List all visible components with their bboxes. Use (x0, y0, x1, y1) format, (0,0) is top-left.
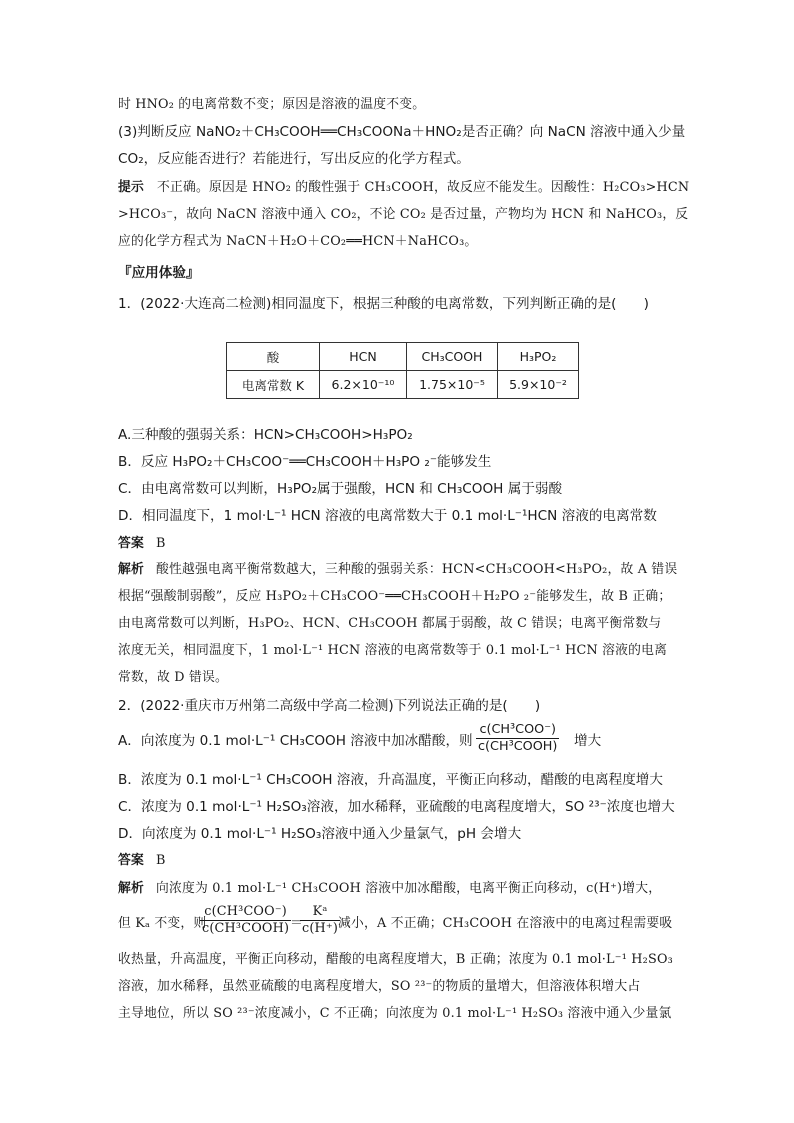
q1-option-a: A.三种酸的强弱关系：HCN>CH₃COOH>H₃PO₂ (118, 427, 413, 443)
q2-analysis-1 (118, 879, 678, 899)
q1-analysis-4: 浓度无关，相同温度下，1 mol·L⁻¹ HCN 溶液的电离常数等于 0.1 mol·L⁻¹ HCN 溶液的电离 (118, 643, 668, 658)
q2-option-c: C．浓度为 0.1 mol·L⁻¹ H₂SO₃溶液，加水稀释，亚硫酸的电离程度增大，SO ²³⁻浓度也增大 (118, 799, 675, 815)
q2-option-b: B．浓度为 0.1 mol·L⁻¹ CH₃COOH 溶液，升高温度，平衡正向移动，醋酸的电离程度增大 (118, 772, 663, 788)
q1-analysis-text-1: 酸性越强电离平衡常数越大，三种酸的强弱关系：HCN<CH₃COOH<H₃PO₂，故 A 错误 (156, 562, 678, 577)
table-cell: H₃PO₂ (498, 343, 579, 371)
question-3-cont: CO₂，反应能否进行？若能进行，写出反应的化学方程式。 (118, 151, 470, 167)
q2-analysis-2-pre: 但 Kₐ 不变，则 (118, 916, 207, 931)
q2-analysis-2-post: 减小，A 不正确；CH₃COOH 在溶液中的电离过程需要吸 (338, 916, 673, 931)
table-cell: CH₃COOH (407, 343, 498, 371)
table-row (227, 343, 579, 371)
hint-label: 提示 (118, 180, 157, 195)
answer-label: 答案 (118, 536, 144, 551)
q2-answer (118, 851, 678, 871)
q2-answer-value: B (156, 853, 166, 868)
question-3: (3)判断反应 NaNO₂＋CH₃COOH══CH₃COONa＋HNO₂是否正确？向 NaCN 溶液中通入少量 (118, 124, 686, 140)
table-cell: 5.9×10⁻² (498, 371, 579, 399)
text-line-1: 时 HNO₂ 的电离常数不变；原因是溶液的温度不变。 (118, 97, 426, 112)
q1-analysis-5: 常数，故 D 错误。 (118, 670, 228, 685)
fraction-analysis-1 (200, 904, 291, 937)
q1-analysis-2: 根据“强酸制弱酸”，反应 H₃PO₂＋CH₃COO⁻══CH₃COOH＋H₂PO ₂⁻能够发生，故 B 正确； (118, 589, 672, 604)
hint-line-3: 应的化学方程式为 NaCN＋H₂O＋CO₂══HCN＋NaHCO₃。 (118, 234, 478, 249)
q1-option-d: D．相同温度下，1 mol·L⁻¹ HCN 溶液的电离常数大于 0.1 mol·L⁻¹HCN 溶液的电离常数 (118, 508, 657, 524)
section-heading: 『应用体验』 (118, 265, 200, 281)
q1-answer (118, 534, 678, 554)
q2-analysis-text-1: 向浓度为 0.1 mol·L⁻¹ CH₃COOH 溶液中加冰醋酸，电离平衡正向移动，c(H⁺)增大， (156, 881, 662, 896)
fraction-numerator: c(CH³COO⁻) (476, 722, 559, 739)
fraction-analysis-2 (300, 904, 340, 937)
hint-line-1 (118, 178, 690, 198)
q2-option-d: D．向浓度为 0.1 mol·L⁻¹ H₂SO₃溶液中通入少量氯气，pH 会增大 (118, 826, 522, 842)
table-cell: HCN (320, 343, 407, 371)
q2-analysis-5: 主导地位，所以 SO ²³⁻浓度减小，C 不正确；向浓度为 0.1 mol·L⁻¹ H₂SO₃ 溶液中通入少量氯 (118, 1006, 672, 1021)
q1-option-b: B．反应 H₃PO₂＋CH₃COO⁻══CH₃COOH＋H₃PO ₂⁻能够发生 (118, 454, 492, 470)
table-cell: 酸 (227, 343, 320, 371)
table-row (227, 371, 579, 399)
fraction-denominator: c(CH³COOH) (478, 739, 558, 754)
q1-stem: 1．(2022·大连高二检测)相同温度下，根据三种酸的电离常数，下列判断正确的是( ) (118, 296, 649, 312)
fraction-denominator: c(CH³COOH) (202, 921, 290, 936)
fraction-denominator: c(H⁺) (302, 921, 339, 936)
table-cell: 6.2×10⁻¹⁰ (320, 371, 407, 399)
answer-label: 答案 (118, 853, 144, 868)
fraction-a (476, 722, 559, 755)
fraction-numerator: Kᵃ (300, 904, 340, 921)
hint-line-2: >HCO₃⁻，故向 NaCN 溶液中通入 CO₂，不论 CO₂ 是否过量，产物均为 HCN 和 NaHCO₃，反 (118, 207, 689, 222)
q2-option-a: A．向浓度为 0.1 mol·L⁻¹ CH₃COOH 溶液中加冰醋酸，则 (118, 733, 473, 749)
table-cell: 1.75×10⁻⁵ (407, 371, 498, 399)
analysis-label: 解析 (118, 562, 144, 577)
analysis-label: 解析 (118, 881, 144, 896)
q2-option-a-tail: 增大 (574, 733, 602, 749)
q2-analysis-3: 收热量，升高温度，平衡正向移动，醋酸的电离程度增大，B 正确；浓度为 0.1 mol·L⁻¹ H₂SO₃ (118, 952, 673, 967)
q1-analysis-1 (118, 560, 678, 580)
q1-option-c: C．由电离常数可以判断，H₃PO₂属于强酸，HCN 和 CH₃COOH 属于弱酸 (118, 481, 563, 497)
q2-stem: 2．(2022·重庆市万州第二高级中学高二检测)下列说法正确的是( ) (118, 698, 541, 714)
equals-sign: ＝ (290, 916, 303, 931)
q1-analysis-3: 由电离常数可以判断，H₃PO₂、HCN、CH₃COOH 都属于弱酸，故 C 错误；电离平衡常数与 (118, 616, 662, 631)
acid-table (226, 342, 579, 399)
table-cell: 电离常数 K (227, 371, 320, 399)
q2-analysis-4: 溶液，加水稀释，虽然亚硫酸的电离程度增大，SO ²³⁻的物质的量增大，但溶液体积增大占 (118, 979, 641, 994)
q1-answer-value: B (156, 536, 166, 551)
hint-text-1: 不正确。原因是 HNO₂ 的酸性强于 CH₃COOH，故反应不能发生。因酸性：H₂CO₃>HCN (157, 180, 690, 195)
fraction-numerator: c(CH³COO⁻) (200, 904, 291, 921)
